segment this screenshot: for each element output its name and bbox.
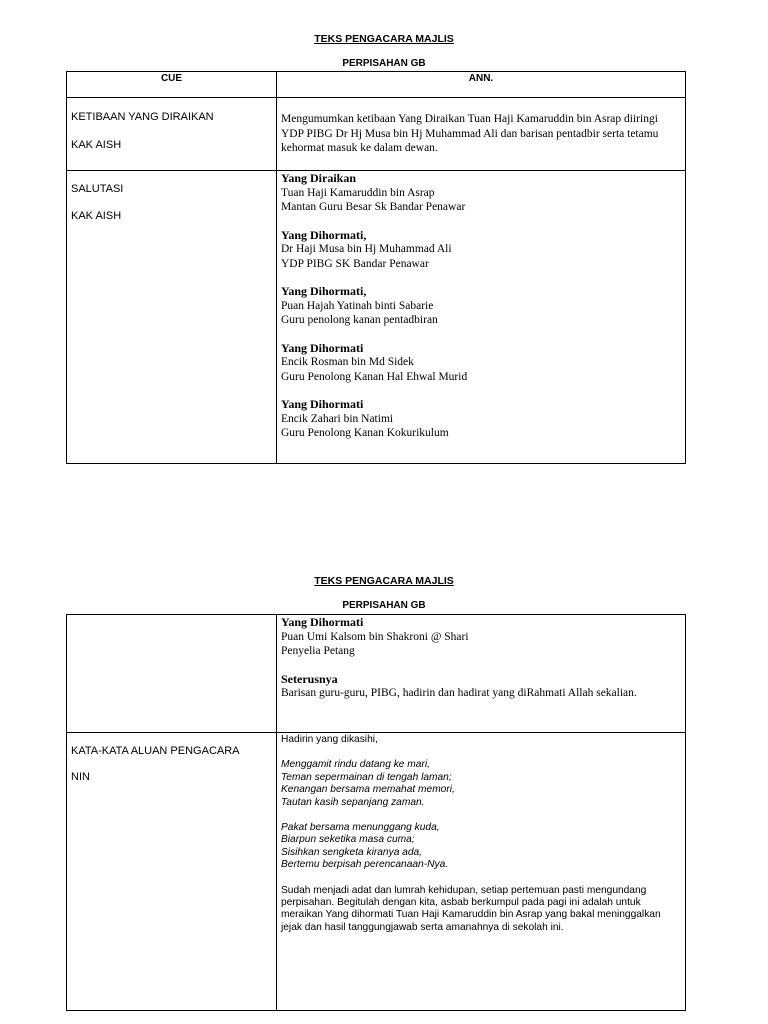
- salutation-name: Puan Umi Kalsom bin Shakroni @ Shari: [281, 630, 469, 643]
- salutation-position: Penyelia Petang: [281, 645, 355, 657]
- salutation-name: Dr Haji Musa bin Hj Muhammad Ali: [281, 243, 452, 255]
- table-row: [67, 733, 686, 1011]
- ann-header: ANN.: [277, 72, 686, 98]
- pantun-stanza: [281, 759, 681, 809]
- salutation-block: [281, 397, 681, 441]
- table-header-row: [67, 72, 686, 98]
- ann-text: Mengumumkan ketibaan Yang Diraikan Tuan Haji Kamaruddin bin Asrap diiringi YDP PIBG Dr Hj Musa bin Hj Muhammad Ali dan barisan pentadbir serta tetamu kehormat masuk ke dalam dewan.: [281, 113, 659, 154]
- greeting-text: Hadirin yang dikasihi,: [281, 734, 378, 745]
- salutation-heading: Yang Dihormati: [281, 615, 364, 629]
- table-row: [67, 98, 686, 171]
- salutation-heading: Yang Dihormati: [281, 397, 364, 411]
- pantun-stanza: [281, 822, 681, 872]
- page1-title: TEKS PENGACARA MAJLIS: [314, 33, 454, 45]
- ann-cell: [277, 733, 686, 1011]
- salutation-heading: Yang Dihormati,: [281, 284, 367, 298]
- salutation-heading: Yang Dihormati: [281, 340, 364, 355]
- cue-presenter: NIN: [71, 771, 90, 783]
- cue-label: KATA-KATA ALUAN PENGACARA: [71, 745, 240, 757]
- salutation-heading: Seterusnya: [281, 671, 338, 686]
- cue-cell: [67, 733, 277, 1011]
- salutation-name: Puan Hajah Yatinah binti Sabarie: [281, 299, 434, 312]
- pantun-line: Menggamit rindu datang ke mari,: [281, 759, 430, 771]
- speech-paragraph: Sudah menjadi adat dan lumrah kehidupan, setiap pertemuan pasti mengundang perpisahan. Begitulah dengan kita, asbab berkumpul pada pagi ini adalah untuk meraikan Yang dihormati Tuan Haji Kamaruddin bin Asrap yang bakal meninggalkan jejak dan hasil tanggungjawab serta amanahnya di sekolah ini.: [281, 884, 661, 933]
- salutation-position: YDP PIBG SK Bandar Penawar: [281, 257, 429, 270]
- ann-cell: [277, 615, 686, 733]
- salutation-block: [281, 284, 681, 328]
- salutation-block: [281, 228, 681, 272]
- pantun-line: Biarpun seketika masa cuma;: [281, 834, 415, 846]
- pantun-line: Bertemu berpisah perencanaan-Nya.: [281, 859, 449, 871]
- salutation-position: Guru penolong kanan pentadbiran: [281, 314, 438, 326]
- cue-presenter: KAK AISH: [71, 139, 122, 151]
- cue-label: KETIBAAN YANG DIRAIKAN: [71, 111, 214, 123]
- table-row: [67, 615, 686, 733]
- page2-subtitle: PERPISAHAN GB: [342, 600, 426, 611]
- salutation-position: Guru Penolong Kanan Hal Ehwal Murid: [281, 370, 468, 383]
- page2-title: TEKS PENGACARA MAJLIS: [314, 575, 454, 587]
- table-row: [67, 171, 686, 464]
- salutation-block: [281, 341, 681, 385]
- pantun-line: Kenangan bersama memahat memori,: [281, 784, 455, 796]
- cue-presenter: KAK AISH: [71, 210, 122, 222]
- salutation-name: Encik Rosman bin Md Sidek: [281, 356, 414, 368]
- salutation-heading: Yang Dihormati,: [281, 227, 367, 242]
- cue-header: CUE: [67, 72, 277, 98]
- salutation-name: Tuan Haji Kamaruddin bin Asrap: [281, 186, 435, 199]
- cue-cell: [67, 615, 277, 733]
- salutation-heading: Yang Diraikan: [281, 171, 357, 185]
- salutation-text: Barisan guru-guru, PIBG, hadirin dan hadirat yang diRahmati Allah sekalian.: [281, 687, 637, 699]
- pantun-line: Tautan kasih sepanjang zaman.: [281, 796, 425, 808]
- pantun-line: Pakat bersama menunggang kuda,: [281, 822, 440, 834]
- ann-cell: [277, 171, 686, 464]
- page1-subtitle: PERPISAHAN GB: [342, 58, 426, 69]
- page1-table: [66, 71, 686, 464]
- cue-label: SALUTASI: [71, 183, 124, 195]
- cue-cell: [67, 98, 277, 171]
- pantun-line: Teman sepermainan di tengah laman;: [281, 771, 452, 783]
- salutation-position: Guru Penolong Kanan Kokurikulum: [281, 427, 449, 439]
- cue-cell: [67, 171, 277, 464]
- salutation-name: Encik Zahari bin Natimi: [281, 412, 394, 425]
- salutation-position: Mantan Guru Besar Sk Bandar Penawar: [281, 201, 466, 213]
- pantun-line: Sisihkan sengketa kiranya ada,: [281, 846, 423, 858]
- salutation-block: [281, 171, 681, 215]
- page2-table: [66, 614, 686, 1011]
- ann-cell: [277, 98, 686, 171]
